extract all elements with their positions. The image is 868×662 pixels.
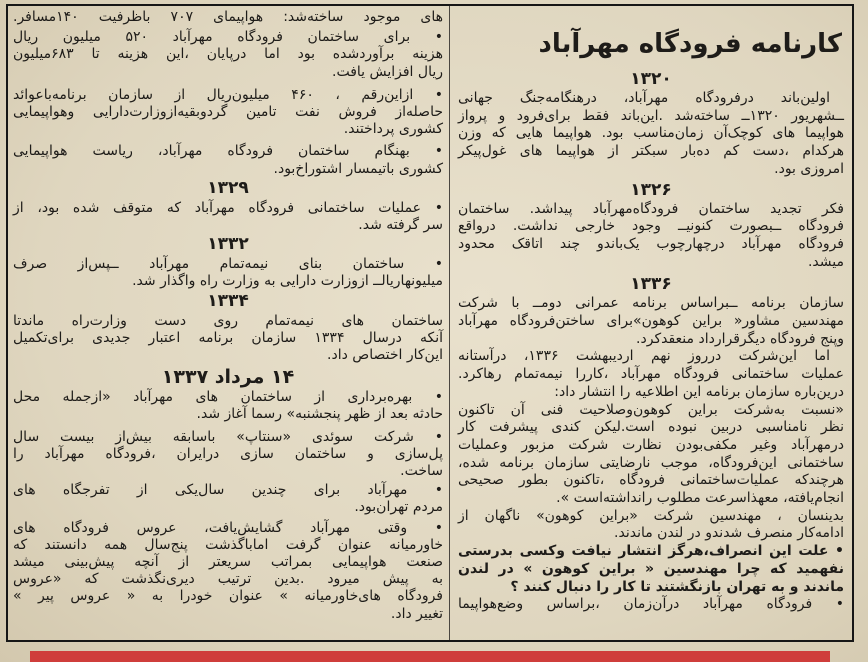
text-line: به پیش میرود .بدین ترتیب دیری‌نگذشت که «عروس (13, 571, 443, 588)
text-line: • بهره‌برداری از ساختمان های مهرآباد «ازجمله محل (13, 389, 443, 406)
right-column (458, 0, 844, 614)
text-line: • ساختمان بنای نیمه‌تمام مهرآباد ــپس‌از صرف (13, 256, 443, 273)
text-line: کشوری پرداختند. (343, 121, 443, 138)
text-line: ساختمان های نیمه‌تمام روی دست وزارت‌راه ماندتا (13, 312, 443, 329)
red-strip (30, 651, 830, 662)
text-line: • علت این انصراف،هرگز انتشار نیافت وکسی بدرستی (458, 543, 844, 560)
text-line: درمهرآباد وغیر مکفی‌بودن نظارت شرکت مزبور وعملیات (458, 436, 844, 453)
text-line: امروزی بود. (774, 160, 844, 177)
paragraph (13, 200, 443, 234)
text-line: فرودگاه مهرآباد درچهارچوب یک‌باندو چند اتاقک محدود (458, 235, 844, 252)
paragraph (13, 143, 443, 177)
text-line: مردم تهران‌بود. (354, 499, 443, 516)
text-line: فرودگاه های‌خاورمیانه » عنوان خودرا به « عروس پیر » (13, 588, 443, 605)
text-line: عملیات ساختمانی فرودگاه مهرآباد ،کاررا نیمه‌تمام رهاکرد. (458, 366, 844, 383)
text-line: ساخت. (400, 463, 443, 480)
text-line: هرکدام ،دست کم ده‌بار سبکتر از هواپیما های غول‌پیکر (458, 143, 844, 160)
text-line: پل‌سازی و ساختمان سازی درایران ،فرودگاه مهرآباد را (13, 445, 443, 462)
text-line: اولین‌باند درفرودگاه مهرآباد، درهنگامه‌جنگ جهانی (458, 90, 830, 106)
text-line: فکر تجدید ساختمان فرودگاه‌مهرآباد پیداشد. ساختمان (458, 200, 844, 217)
paragraph (458, 596, 844, 614)
year-heading: ۱۳۲۹ (207, 177, 249, 198)
text-line: این‌کار اختصاص داد. (327, 347, 443, 364)
year-heading: ۱۳۳۴ (207, 290, 249, 311)
paragraph (13, 256, 443, 290)
text-line: فرودگاه ــبصورت کنونیــ وجود خارجی نداشت. درواقع (458, 218, 844, 235)
text-line: هرچندکه عملیات‌ساختمانی فرودگاه ،تاکنون بطور صحیحی (458, 472, 844, 489)
paragraph (458, 201, 844, 272)
paragraph (13, 482, 443, 516)
paragraph (13, 389, 443, 423)
text-line: کشوری باتیمسار اشتوراخ‌بود. (273, 160, 443, 177)
text-line: • وقتی مهرآباد گشایش‌یافت، عروس فرودگاه های (13, 519, 443, 536)
paragraph (13, 9, 443, 26)
text-line: خاورمیانه عنوان گرفت اماباگذشت پنج‌سال همه دانستند که (13, 536, 443, 553)
text-line: • عملیات ساختمانی فرودگاه مهرآباد که متوقف شده بود، از (13, 199, 443, 216)
text-line: مهندسین مشاور« براین کوهون»برای ساختن‌فرودگاه مهرآباد (458, 313, 844, 330)
text-line: ادامه‌کار منصرف شدندو در لندن ماندند. (614, 525, 844, 542)
article-title: کارنامه فرودگاه مهرآباد (538, 29, 842, 59)
year-heading: ۱۳۳۶ (630, 274, 672, 295)
text-line: «نسبت به‌شرکت براین کوهون‌وصلاحیت فنی آن تاکنون (458, 401, 844, 418)
text-line: هزینه برآوردشده بود اما درپایان ،این هزینه تا ۶۸۳میلیون (13, 46, 443, 63)
paragraph (13, 87, 443, 139)
left-column (13, 0, 443, 623)
column-divider (449, 6, 450, 640)
text-line: بدینسان ، مهندسین شرکت «براین کوهون» ناگهان از (458, 507, 844, 524)
text-line: • بهنگام ساختمان فرودگاه مهرآباد، ریاست هواپیمایی (13, 143, 443, 160)
paragraph (13, 520, 443, 623)
quoted-statement (458, 402, 844, 508)
text-line: • شرکت سوئدی «سنتاپ» باسابقه بیش‌از بیست سال (13, 428, 443, 445)
paragraph (13, 313, 443, 365)
paragraph (458, 508, 844, 543)
text-line: حاصله‌از فروش نفت تامین گردوبقیه‌ازوزارت‌دارایی وهواپیمایی (13, 104, 443, 121)
text-line: وپنج فرودگاه دیگرقرارداد منعقدکرد. (636, 330, 844, 347)
text-line: ماندند و به تهران بازنگشتند تا کار را دنبال کنند ؟ (510, 578, 844, 595)
text-line: انجام‌یافته، معهذاسرعت مطلوب رانداشته‌است ». (556, 490, 844, 507)
text-line: سازمان برنامه ــبراساس برنامه عمرانی دومــ با شرکت (458, 295, 844, 312)
text-line: • مهرآباد برای چندین سال‌یکی از تفرجگاه های (13, 482, 443, 499)
text-line: های موجود ساخته‌شد: هواپیمای ۷۰۷ باظرفیت ۱۴۰مسافر. (13, 9, 443, 25)
text-line: درین‌باره سازمان برنامه این اطلاعیه را انتشار داد: (554, 383, 844, 400)
text-line: اما این‌شرکت درروز نهم اردیبهشت ۱۳۳۶، درآستانه (458, 348, 830, 365)
text-line: هواپیما های کوچک‌آن زمان‌مناسب بود. هواپیما هایی که وزن (458, 125, 844, 142)
text-line: نفهمید که چرا مهندسین « براین کوهون » در لندن (458, 560, 844, 577)
text-line: • فرودگاه مهرآباد درآن‌زمان ،براساس وضع‌هواپیما (458, 596, 844, 613)
text-line: سر گرفته شد. (358, 217, 443, 234)
text-line: ــشهریور ۱۳۲۰ــ ساخته‌شد .این‌باند فقط برای‌فرود و پرواز (458, 107, 845, 124)
date-heading: ۱۴ مرداد ۱۳۳۷ (161, 366, 295, 389)
paragraph (13, 29, 443, 81)
text-line: ریال افزایش یافت. (332, 63, 443, 80)
text-line: میشد. (807, 253, 844, 270)
text-line: • برای ساختمان فرودگاه مهرآباد ۵۲۰ میلیون ریال (13, 29, 443, 46)
text-line: تغییر داد. (390, 605, 443, 622)
text-line: صنعت هواپیمایی بمراتب سریعتر از آنچه پیش‌بینی میشد (13, 554, 443, 571)
text-line: • ازاین‌رقم ، ۴۶۰ میلیون‌ریال از سازمان برنامه‌باعوائد (13, 86, 443, 103)
text-line: ساختمانی این‌فرودگاه، موجب نارضایتی سازمان برنامه شده، (458, 454, 844, 471)
paragraph (458, 90, 844, 179)
text-line: حادثه بعد از ظهر پنجشنبه» رسما آغاز شد. (196, 406, 443, 423)
year-heading: ۱۳۲۶ (630, 179, 672, 200)
text-line: میلیونهاریالــ ازوزارت دارایی به وزارت راه واگذار شد. (132, 273, 443, 290)
paragraph (458, 295, 844, 348)
year-heading: ۱۳۳۲ (207, 234, 249, 255)
text-line: آنکه درسال ۱۳۳۴ سازمان برنامه اعتبار جدیدی برای‌تکمیل (13, 329, 443, 346)
text-line: نظر نامناسبی دربین نبوده است.لیکن کندی پیشرفت کار (458, 419, 844, 436)
paragraph (13, 429, 443, 481)
paragraph (458, 348, 844, 401)
bold-paragraph (458, 543, 844, 596)
year-heading: ۱۳۲۰ (630, 69, 672, 89)
